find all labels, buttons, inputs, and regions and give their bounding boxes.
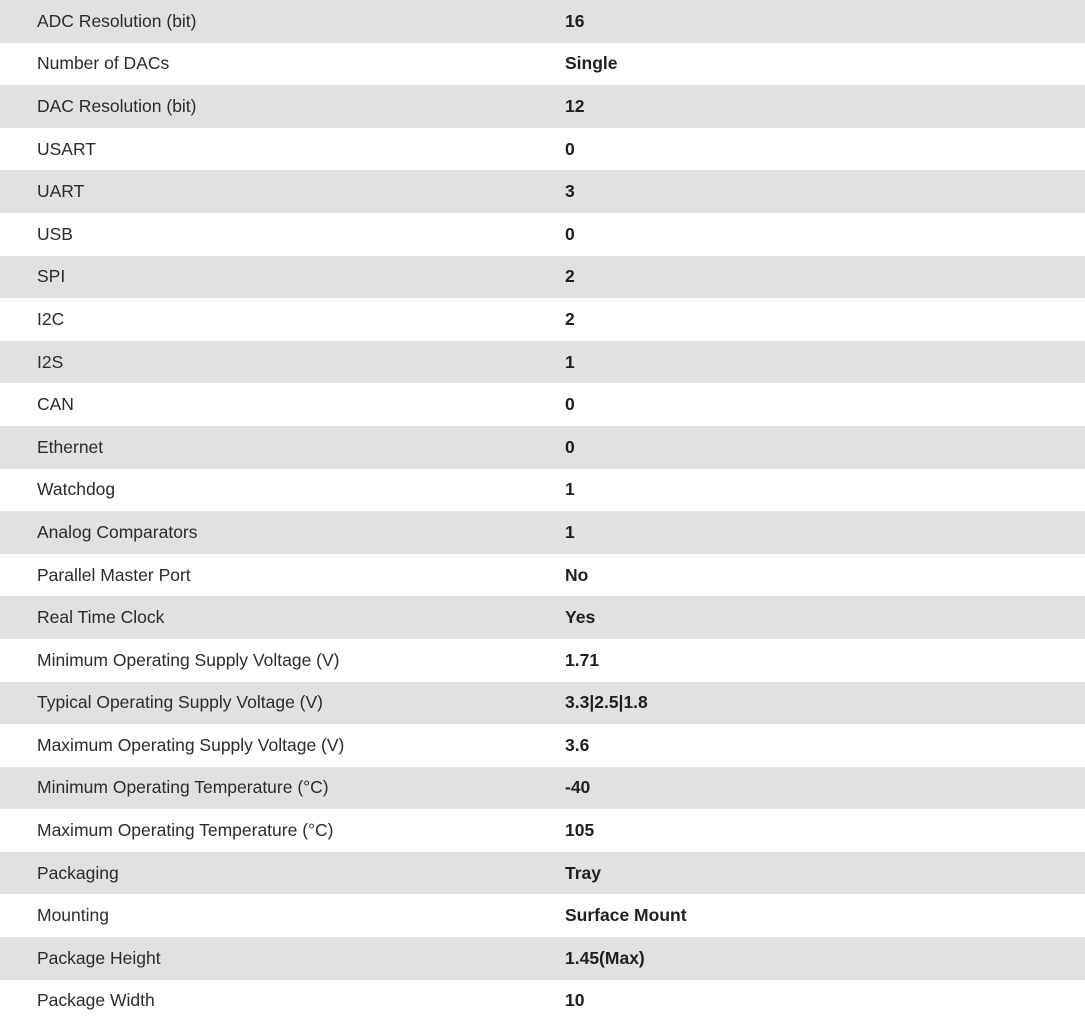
spec-row-real-time-clock <box>0 596 1085 639</box>
spec-value: 1 <box>565 479 575 500</box>
spec-row-i2c <box>0 298 1085 341</box>
spec-label: Watchdog <box>37 479 116 500</box>
spec-value: 0 <box>565 138 575 159</box>
spec-label: Minimum Operating Temperature (°C) <box>37 777 329 798</box>
spec-value: Single <box>565 53 618 74</box>
spec-value: Yes <box>565 607 596 628</box>
spec-value: 12 <box>565 95 585 116</box>
spec-value: 0 <box>565 436 575 457</box>
spec-label: Parallel Master Port <box>37 564 191 585</box>
spec-value: 3.3|2.5|1.8 <box>565 692 648 713</box>
spec-label: Package Width <box>37 990 155 1011</box>
spec-value: Tray <box>565 862 601 883</box>
spec-row-spi <box>0 256 1085 299</box>
spec-row-package-width <box>0 980 1085 1022</box>
spec-value: 1 <box>565 351 575 372</box>
spec-label: ADC Resolution (bit) <box>37 10 197 31</box>
spec-row-ethernet <box>0 426 1085 469</box>
spec-label: Package Height <box>37 947 161 968</box>
spec-row-min-temperature <box>0 767 1085 810</box>
spec-label: Maximum Operating Supply Voltage (V) <box>37 734 345 755</box>
spec-label: Maximum Operating Temperature (°C) <box>37 820 334 841</box>
spec-label: I2C <box>37 308 65 329</box>
spec-value: 105 <box>565 820 595 841</box>
spec-value: 1.71 <box>565 649 600 670</box>
spec-label: Number of DACs <box>37 53 170 74</box>
spec-row-can <box>0 383 1085 426</box>
spec-value: 3 <box>565 181 575 202</box>
spec-row-i2s <box>0 341 1085 384</box>
spec-row-usb <box>0 213 1085 256</box>
spec-label: SPI <box>37 266 66 287</box>
spec-label: DAC Resolution (bit) <box>37 95 197 116</box>
spec-row-parallel-master-port <box>0 554 1085 597</box>
spec-row-max-temperature <box>0 809 1085 852</box>
spec-label: Analog Comparators <box>37 521 198 542</box>
spec-label: CAN <box>37 394 74 415</box>
spec-value: 3.6 <box>565 734 590 755</box>
spec-row-mounting <box>0 894 1085 937</box>
spec-label: USART <box>37 138 96 159</box>
spec-row-usart <box>0 128 1085 171</box>
spec-label: UART <box>37 181 85 202</box>
spec-value: 2 <box>565 266 575 287</box>
spec-label: Packaging <box>37 862 119 883</box>
spec-row-analog-comparators <box>0 511 1085 554</box>
spec-value: No <box>565 564 589 585</box>
spec-label: Ethernet <box>37 436 104 457</box>
spec-row-number-of-dacs <box>0 43 1085 86</box>
spec-row-watchdog <box>0 469 1085 512</box>
spec-row-min-supply-voltage <box>0 639 1085 682</box>
spec-row-packaging <box>0 852 1085 895</box>
spec-label: Real Time Clock <box>37 607 165 628</box>
spec-label: Typical Operating Supply Voltage (V) <box>37 692 323 713</box>
spec-label: USB <box>37 223 73 244</box>
spec-label: Mounting <box>37 905 109 926</box>
spec-row-max-supply-voltage <box>0 724 1085 767</box>
spec-value: -40 <box>565 777 591 798</box>
spec-value: 16 <box>565 10 585 31</box>
spec-value: 2 <box>565 308 575 329</box>
spec-row-uart <box>0 170 1085 213</box>
spec-row-dac-resolution <box>0 85 1085 128</box>
spec-row-typical-supply-voltage <box>0 682 1085 725</box>
spec-label: Minimum Operating Supply Voltage (V) <box>37 649 340 670</box>
spec-row-package-height <box>0 937 1085 980</box>
spec-value: 0 <box>565 223 575 244</box>
spec-value: 10 <box>565 990 585 1011</box>
spec-value: 1.45(Max) <box>565 947 645 968</box>
spec-row-adc-resolution <box>0 0 1085 43</box>
spec-value: Surface Mount <box>565 905 687 926</box>
spec-label: I2S <box>37 351 64 372</box>
spec-value: 1 <box>565 521 575 542</box>
spec-value: 0 <box>565 394 575 415</box>
